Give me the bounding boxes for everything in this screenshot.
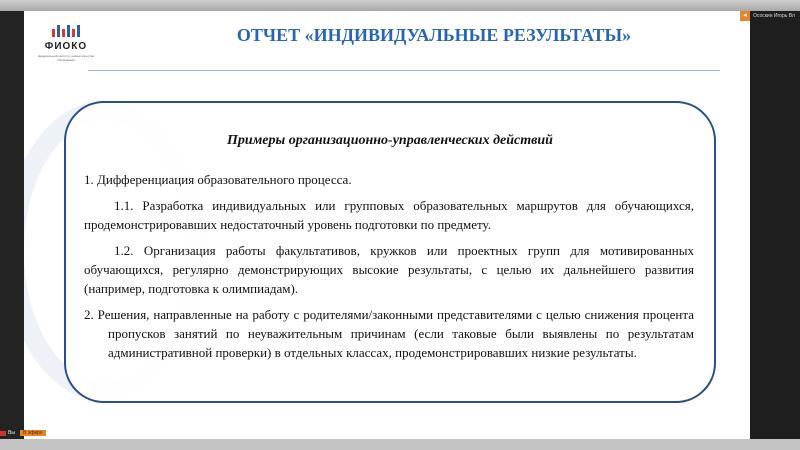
logo-name: ФИОКО [44,41,88,52]
list-subitem: 1.2. Организация работы факультативов, кружков или проектных групп для мотивированных обучающихся, регулярно демонстрирующих высокие результаты, с целью их дальнейшего развития (например, подготовка к олимпиадам). [84,243,694,296]
participants-panel [750,11,800,439]
title-divider [88,70,720,71]
live-badge: В эфире [20,430,46,436]
self-label: Вы [8,430,15,436]
fioko-logo [36,15,96,73]
logo-subtitle: федеральный институт оценки качества образования [37,54,95,62]
list-item: 1. Дифференциация образовательного процесса. [84,172,352,187]
logo-icon [36,23,96,37]
slide-title: ОТЧЕТ «ИНДИВИДУАЛЬНЫЕ РЕЗУЛЬТАТЫ» [236,25,632,45]
list-item: 2. Решения, направленные на работу с родителями/законными представителями с целью снижения процента пропусков занятий по неуважительным причинам (если таковые были выявлены по результатам административной проверки) в отдельных классах, продемонстрировавших низкие результаты. [84,307,694,360]
participant-name: Ососкин Игорь Вл [753,13,795,19]
left-strip [0,11,24,439]
presentation-slide [24,11,750,439]
list-subitem: 1.1. Разработка индивидуальных или групповых образовательных маршрутов для обучающихся, продемонстрировавших недостаточный уровень подготовки по предмету. [84,198,694,232]
mic-off-icon [0,431,6,436]
collapse-panel-button[interactable]: ◂ [740,11,750,21]
bottom-bar [0,439,800,450]
content-box [64,101,716,403]
top-bar [0,0,800,11]
box-heading: Примеры организационно-управленческих действий [227,133,553,148]
